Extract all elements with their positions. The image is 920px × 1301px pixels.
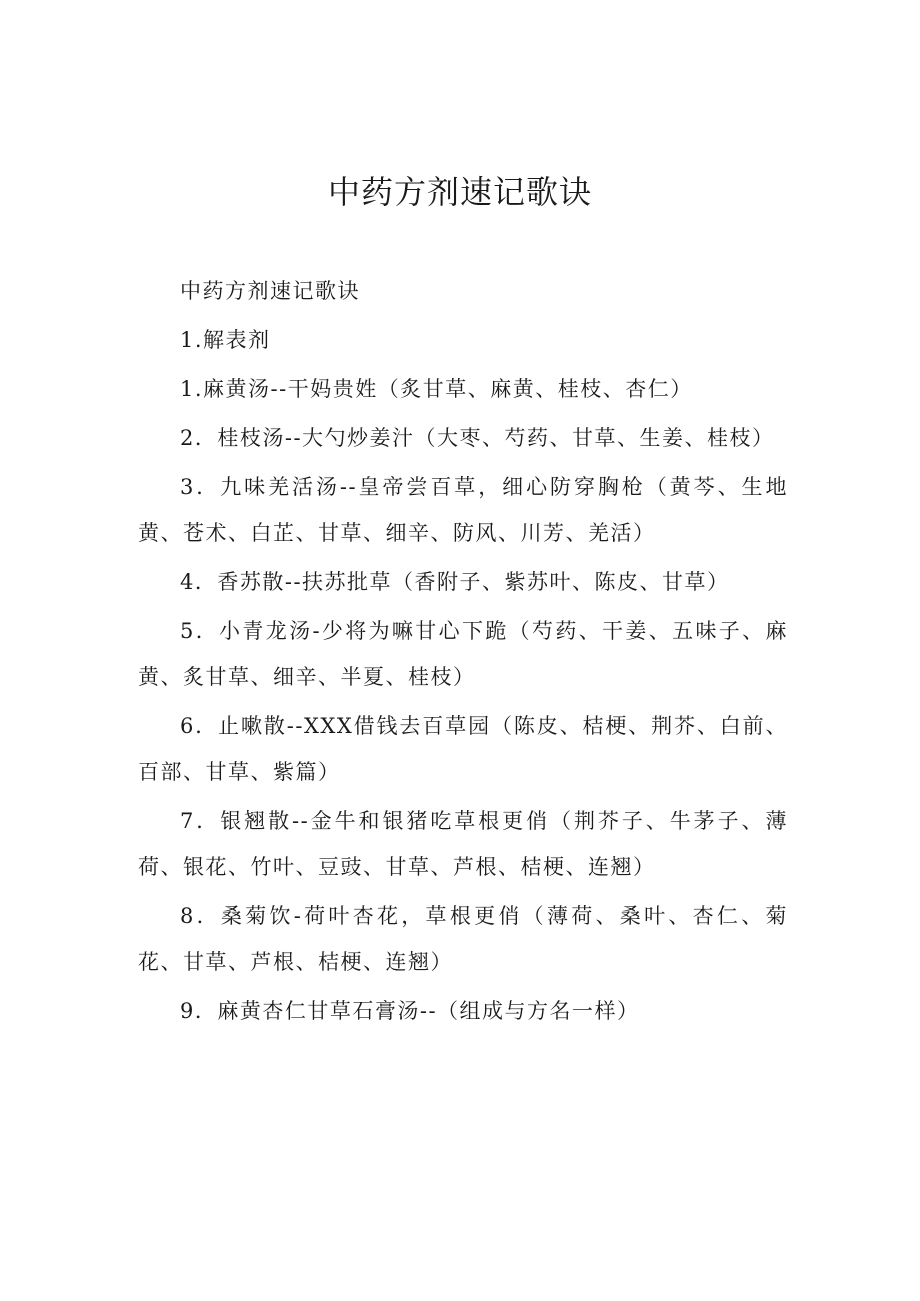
paragraph-item-4: 4．香苏散--扶苏批草（香附子、紫苏叶、陈皮、甘草） xyxy=(180,570,730,594)
paragraph-item-8: 8．桑菊饮-荷叶杏花，草根更俏（薄荷、桑叶、杏仁、菊花、甘草、芦根、桔梗、连翘） xyxy=(138,904,788,974)
paragraph-item-3: 3．九味羌活汤--皇帝尝百草，细心防穿胸枪（黄芩、生地黄、苍术、白芷、甘草、细辛、防风、川芳、羌活） xyxy=(138,475,788,545)
document-title: 中药方剂速记歌诀 xyxy=(327,173,592,211)
document-body xyxy=(138,268,788,1037)
paragraph-item-2: 2．桂枝汤--大勺炒姜汁（大枣、芍药、甘草、生姜、桂枝） xyxy=(180,426,775,450)
paragraph-item-5: 5．小青龙汤-少将为嘛甘心下跪（芍药、干姜、五味子、麻黄、炙甘草、细辛、半夏、桂枝） xyxy=(138,619,788,689)
paragraph-item-7: 7．银翘散--金牛和银猪吃草根更俏（荆芥子、牛茅子、薄荷、银花、竹叶、豆豉、甘草、芦根、桔梗、连翘） xyxy=(138,809,788,879)
paragraph-subtitle: 中药方剂速记歌诀 xyxy=(180,279,360,303)
paragraph-item-1: 1.麻黄汤--干妈贵姓（炙甘草、麻黄、桂枝、杏仁） xyxy=(180,377,693,401)
paragraph-item-6: 6．止嗽散--XXX借钱去百草园（陈皮、桔梗、荆芥、白前、百部、甘草、紫篇） xyxy=(138,714,788,784)
paragraph-item-9: 9．麻黄杏仁甘草石膏汤--（组成与方名一样） xyxy=(180,999,640,1023)
paragraph-section-heading: 1.解表剂 xyxy=(180,328,271,352)
